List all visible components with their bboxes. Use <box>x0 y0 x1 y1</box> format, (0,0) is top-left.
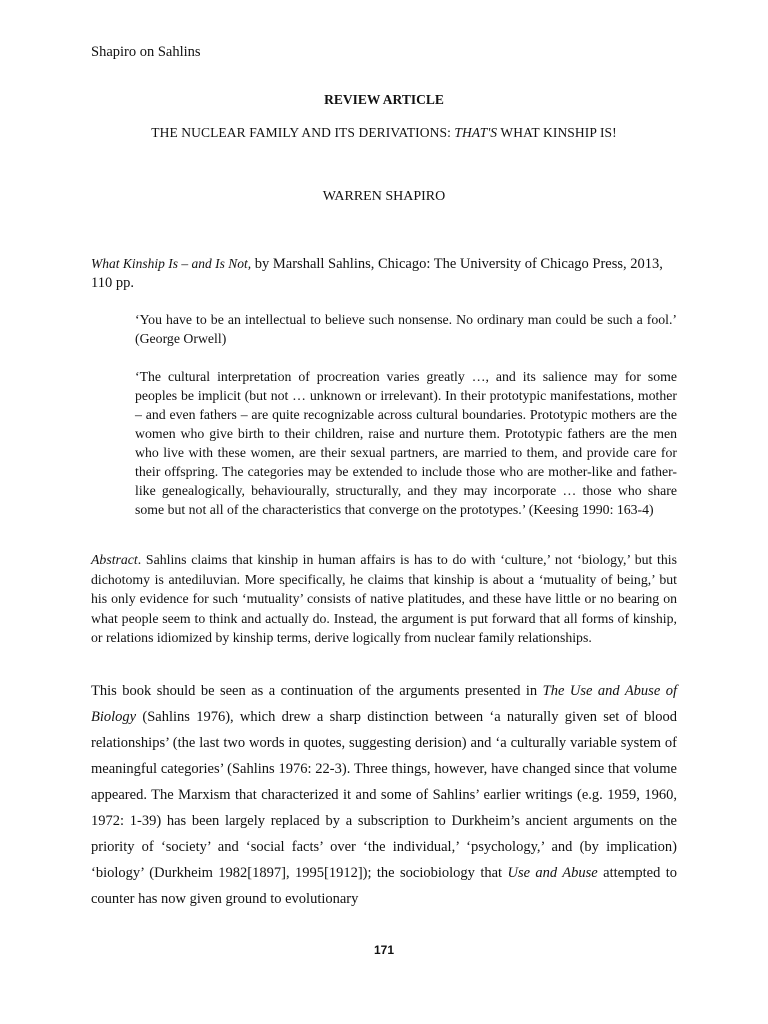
title-part-1: THE NUCLEAR FAMILY AND ITS DERIVATIONS: <box>151 125 455 140</box>
reviewed-book-details: by Marshall Sahlins, Chicago: The University of Chicago Press, 2013, 110 pp. <box>91 256 663 291</box>
title-part-2: WHAT KINSHIP IS! <box>497 125 617 140</box>
abstract <box>91 550 677 648</box>
running-head: Shapiro on Sahlins <box>91 44 201 60</box>
body-paragraph <box>91 678 677 912</box>
body-text-1: This book should be seen as a continuation of the arguments presented in <box>91 683 543 699</box>
epigraph-keesing: ‘The cultural interpretation of procreation varies greatly …, and its salience may for some peoples be implicit (but not … unknown or irrelevant). In their prototypic manifestations, mother – and even fathers – are quite recognizable across cultural boundaries. Prototypic mothers are the women who give birth to their children, raise and nurture them. Prototypic fathers are the men who live with these women, are their sexual partners, are married to them, and provide care for their offspring. The categories may be extended to include those who are mother-like and father-like genealogically, behaviourally, structurally, and they may incorporate … those who share some but not all of the characteristics that converge on the prototypes.’ (Keesing 1990: 163-4) <box>135 369 677 517</box>
article-title <box>0 125 768 141</box>
body-text-3: attempted to counter has now given ground to evolutionary <box>91 865 677 907</box>
cited-book-title: The Use and Abuse of Biology <box>91 683 677 725</box>
page-number: 171 <box>373 943 395 957</box>
reviewed-book-title: What Kinship Is – and Is Not, <box>91 256 252 271</box>
epigraph-orwell: ‘You have to be an intellectual to believe such nonsense. No ordinary man could be such a fool.’ (George Orwell) <box>135 312 677 346</box>
abstract-label: Abstract <box>91 552 138 567</box>
title-emphasis: THAT'S <box>454 125 498 140</box>
cited-book-short-title: Use and Abuse <box>507 865 598 881</box>
author-name: WARREN SHAPIRO <box>322 189 446 204</box>
section-label: REVIEW ARTICLE <box>324 92 444 107</box>
body-text-2: (Sahlins 1976), which drew a sharp distinction between ‘a naturally given set of blood relationships’ (the last two words in quotes, suggesting derision) and ‘a culturally variable system of meaningful categories’ (Sahlins 1976: 22-3). Three things, however, have changed since that volume appeared. The Marxism that characterized it and some of Sahlins’ earlier writings (e.g. 1959, 1960, 1972: 1-39) has been largely replaced by a subscription to Durkheim’s ancient arguments on the priority of ‘society’ and ‘social facts’ over ‘the individual,’ ‘psychology,’ and (by implication) ‘biology’ (Durkheim 1982[1897], 1995[1912]); the sociobiology that <box>91 709 677 881</box>
reviewed-book-reference <box>91 254 677 293</box>
abstract-text: . Sahlins claims that kinship in human affairs is has to do with ‘culture,’ not ‘biology,’ but this dichotomy is antediluvian. More specifically, he claims that kinship is about a ‘mutuality of being,’ but his only evidence for such ‘mutuality’ consists of native platitudes, and these have little or no bearing on what people seem to think and actually do. Instead, the argument is put forward that all forms of kinship, or relations idiomized by kinship terms, derive logically from nuclear family relationships. <box>91 552 677 645</box>
